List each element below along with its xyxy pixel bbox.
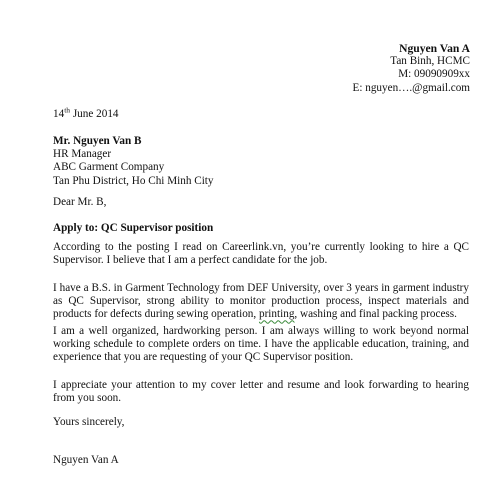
date-day: 14 (53, 108, 65, 120)
sender-mobile: M: 09090909xx (398, 68, 470, 81)
signature-name: Nguyen Van A (53, 454, 119, 466)
subject-line: Apply to: QC Supervisor position (53, 222, 214, 234)
salutation: Dear Mr. B, (53, 196, 107, 208)
recipient-name: Mr. Nguyen Van B (53, 135, 142, 147)
recipient-title: HR Manager (53, 148, 112, 161)
paragraph-qualifications (53, 282, 469, 322)
paragraph-qualifications-tail: , washing and final packing process. (294, 308, 457, 321)
paragraph-intro: According to the posting I read on Careerlink.vn, you’re currently looking to hire a QC Supervisor. I believe that I am a perfect candidate for the job. (53, 241, 469, 267)
letter-date (53, 105, 469, 121)
date-suffix: th (64, 105, 71, 115)
recipient-company: ABC Garment Company (53, 161, 165, 174)
sender-block (250, 42, 470, 95)
sender-name: Nguyen Van A (399, 42, 470, 55)
paragraph-closing: I appreciate your attention to my cover letter and resume and look forwarding to hearing from you soon. (53, 379, 469, 405)
recipient-block (53, 135, 469, 188)
sender-address: Tan Binh, HCMC (390, 55, 470, 68)
spellcheck-flagged-word: printing (258, 308, 295, 321)
date-month-year: June 2014 (70, 108, 119, 120)
recipient-address: Tan Phu District, Ho Chi Minh City (53, 174, 214, 187)
closing-phrase: Yours sincerely, (53, 416, 125, 428)
sender-email: E: nguyen….@gmail.com (352, 81, 470, 94)
paragraph-qualifications-text: I have a B.S. in Garment Technology from DEF University, over 3 years in garment industry as QC Supervisor, strong ability to monitor production process, inspect materials and products for defects during sewing operation, (53, 282, 469, 321)
paragraph-personality: I am a well organized, hardworking person. I am always willing to work beyond normal working schedule to complete orders on time. I have the applicable education, training, and experience that you are requesting of your QC Supervisor position. (53, 325, 469, 364)
